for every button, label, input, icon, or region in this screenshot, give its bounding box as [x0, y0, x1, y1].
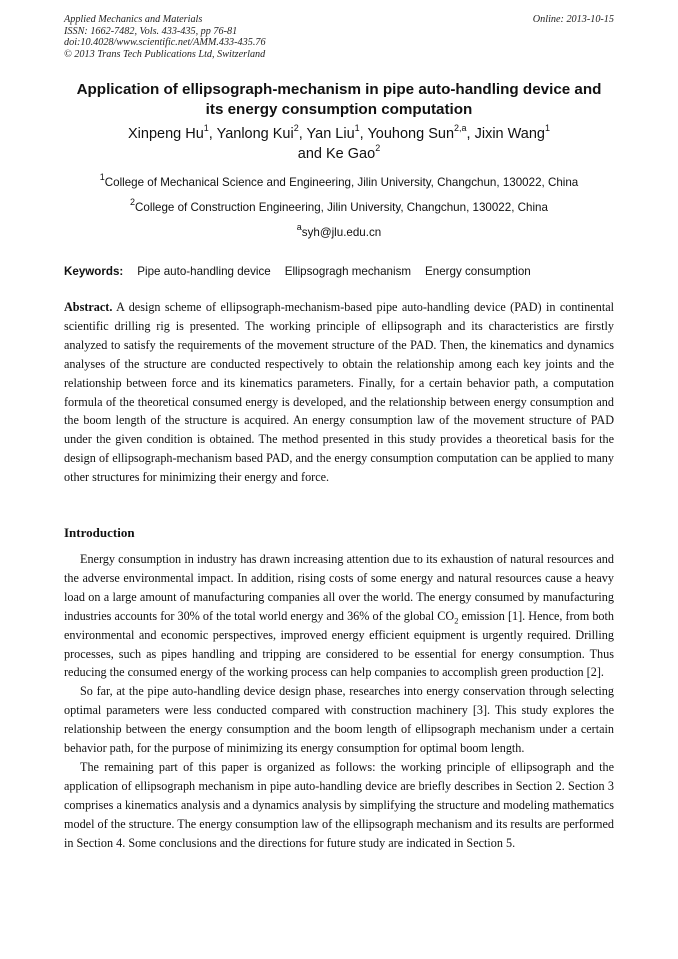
affiliation-text: College of Mechanical Science and Engineering, Jilin University, Changchun, 130022, China — [104, 176, 579, 189]
doi-line: doi:10.4028/www.scientific.net/AMM.433-435.76 — [64, 37, 266, 49]
abstract — [64, 298, 614, 487]
title-line-2: its energy consumption computation — [205, 101, 473, 118]
issn-line: ISSN: 1662-7482, Vols. 433-435, pp 76-81 — [64, 25, 238, 37]
affiliation-text: College of Construction Engineering, Jilin University, Changchun, 130022, China — [135, 201, 548, 214]
keyword-item: Energy consumption — [425, 265, 531, 278]
keyword-item: Ellipsogragh mechanism — [284, 265, 412, 278]
author-list — [40, 124, 638, 164]
author-name: Jixin Wang — [474, 126, 545, 142]
author-affil-mark: 2,a — [454, 123, 467, 134]
author-name: Xinpeng Hu — [128, 126, 204, 142]
author-name: Ke Gao — [326, 146, 376, 162]
paragraph-text: Energy consumption in industry has drawn increasing attention due to its exhaustion of natural resources and the adverse environmental impact. In addition, rising costs of some energy and natural resources cause a heavy load on a large amount of manufacturing companies all over the world. The energy consumed by manufacturing industries accounts for 30% of the total world energy and 36% of the global CO — [64, 552, 614, 623]
email-text: syh@jlu.edu.cn — [301, 226, 382, 239]
author-name: Yan Liu — [306, 126, 355, 142]
copyright-line: © 2013 Trans Tech Publications Ltd, Switzerland — [64, 48, 266, 60]
authors-joiner: and — [297, 146, 322, 162]
paragraph: The remaining part of this paper is organized as follows: the working principle of ellipsograph and the application of ellipsograph mechanism in pipe auto-handling device are briefly describes in Section 2. Section 3 comprises a kinematics analysis and a dynamics analysis by simplifying the structure and modeling mathematics model of the structure. The energy consumption law of the ellipsograph mechanism and its results are performed in Section 4. Some conclusions and the directions for future study are indicated in Section 5. — [64, 759, 614, 850]
keyword-item: Pipe auto-handling device — [137, 265, 271, 278]
keywords-line — [64, 265, 624, 279]
author-line-1: Xinpeng Hu$^1$, Yanlong Kui$^2$, Yan Liu$^1$, Youhong Sun$^{2,a}$, Jixin Wang$^1$ — [128, 123, 550, 142]
subscript: 2 — [454, 615, 459, 626]
author-affil-mark: 1 — [203, 123, 209, 134]
affiliation-mark: a — [296, 222, 302, 233]
journal-name: Applied Mechanics and Materials — [64, 14, 203, 25]
author-name: Yanlong Kui — [216, 126, 294, 142]
paragraph — [64, 550, 614, 682]
online-date: Online: 2013-10-15 — [532, 14, 614, 25]
author-affil-mark: 2 — [293, 123, 299, 134]
section-heading-introduction: Introduction — [64, 525, 135, 540]
affiliation-1 — [40, 172, 638, 190]
affiliation-mark: 2 — [130, 197, 136, 208]
abstract-text: A design scheme of ellipsograph-mechanism-based pipe auto-handling device (PAD) in continental scientific drilling rig is presented. The working principle of ellipsograph and its characteristics are firstly analyzed to satisfy the requirements of the movement structure of the PAD. Then, the kinematics and dynamics analyses of the structure are conducted respectively to obtain the relationship among each key joints and the relationship between force and its kinematics parameters. Finally, for a certain behavior path, a computation formula of the theoretical consumed energy is developed, and the relationship between energy consumption and the boom length of the structure is acquired. An energy consumption law of the movement structure of PAD under the given condition is obtained. The method presented in this study provides a theoretical basis for the design of ellipsograph-mechanism based PAD, and the energy consumption computation can be applied to many other structures for minimizing their energy and force. — [64, 300, 615, 485]
paper-title — [40, 80, 638, 120]
author-affil-mark: 1 — [354, 123, 360, 134]
author-name: Youhong Sun — [367, 126, 455, 142]
affiliation-2 — [40, 197, 638, 215]
introduction-body — [64, 550, 614, 853]
corresponding-email — [40, 222, 638, 240]
abstract-label: Abstract. — [64, 300, 113, 314]
author-affil-mark: 1 — [544, 123, 550, 134]
paragraph-text: emission [1]. Hence, from both environmental and economic perspectives, improved energy efficient equipment is urgently required. Drilling processes, such as pipes handling and tripping are considered to be essential for energy consumption. Thus reducing the consumed energy of the working process can help companies to accomplish green production [2]. — [64, 608, 614, 680]
journal-header — [64, 14, 266, 60]
title-line-1: Application of ellipsograph-mechanism in pipe auto-handling device and — [76, 81, 602, 98]
paragraph: So far, at the pipe auto-handling device design phase, researches into energy conservation through selecting optimal parameters were less conducted compared with construction machinery [3]. This study explores the relationship between the energy consumption and the boom length of ellipsograph mechanism under a certain behavior path, for the purpose of minimizing its energy consumption for optimal boom length. — [64, 684, 614, 756]
keywords-label: Keywords: — [64, 265, 124, 278]
author-affil-mark: 2 — [375, 143, 381, 154]
affiliation-mark: 1 — [99, 172, 105, 183]
author-line-2 — [40, 144, 638, 164]
